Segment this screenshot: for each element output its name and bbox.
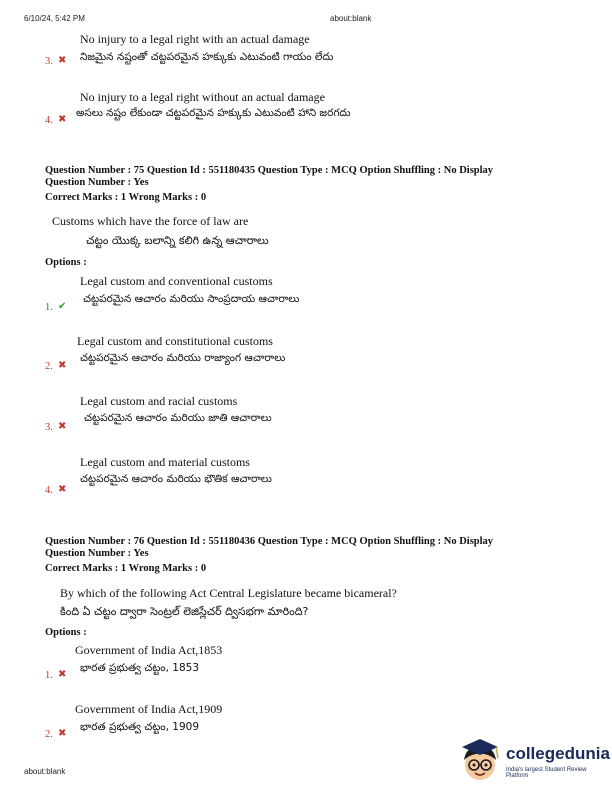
- question-display: Question Number : Yes: [45, 177, 149, 188]
- option-telugu-text: చట్టపరమైన ఆచారం మరియు జాతి ఆచారాలు: [84, 412, 272, 424]
- option-item: [0, 394, 612, 434]
- wrong-cross-icon: ✖: [58, 728, 67, 739]
- question-display: Question Number : Yes: [45, 548, 149, 559]
- wrong-cross-icon: ✖: [58, 114, 67, 125]
- wrong-cross-icon: ✖: [58, 421, 67, 432]
- options-label: Options :: [45, 257, 87, 268]
- question-marks: Correct Marks : 1 Wrong Marks : 0: [45, 563, 207, 574]
- option-item: [0, 643, 612, 683]
- option-item: [0, 88, 612, 128]
- option-telugu-text: అసలు నష్టం లేకుండా చట్టపరమైన హక్కుకు ఎటువంటి హాని జరగదు: [76, 107, 351, 119]
- option-telugu-text: నిజమైన నష్టంతో చట్టపరమైన హక్కుకు ఎటువంటి గాయం లేదు: [80, 51, 334, 63]
- option-number: 4.: [45, 485, 53, 496]
- option-english-text: Government of India Act,1909: [75, 702, 223, 716]
- question-meta: Question Number : 76 Question Id : 551180436 Question Type : MCQ Option Shuffling : No Display: [45, 536, 494, 547]
- option-english-text: Legal custom and constitutional customs: [77, 334, 273, 348]
- wrong-cross-icon: ✖: [58, 669, 67, 680]
- option-telugu-text: చట్టపరమైన ఆచారం మరియు రాజ్యాంగ ఆచారాలు: [80, 352, 286, 364]
- option-english-text: Legal custom and racial customs: [80, 394, 238, 408]
- mascot-icon: [458, 738, 504, 786]
- option-telugu-text: భారత ప్రభుత్వ చట్టం, 1909: [80, 721, 200, 733]
- option-number: 3.: [45, 422, 53, 433]
- option-telugu-text: భారత ప్రభుత్వ చట్టం, 1853: [80, 662, 200, 674]
- print-url: about:blank: [330, 14, 372, 23]
- option-item: [0, 455, 612, 495]
- correct-check-icon: ✔: [58, 301, 67, 312]
- option-item: [0, 274, 612, 314]
- footer-url: about:blank: [24, 767, 66, 776]
- option-telugu-text: చట్టపరమైన ఆచారం మరియు సాంప్రదాయ ఆచారాలు: [83, 293, 300, 305]
- option-number: 2.: [45, 361, 53, 372]
- option-number: 3.: [45, 56, 53, 67]
- question-meta: Question Number : 75 Question Id : 551180435 Question Type : MCQ Option Shuffling : No Display: [45, 165, 494, 176]
- option-item: [0, 334, 612, 374]
- option-english-text: Legal custom and conventional customs: [80, 274, 273, 288]
- option-english-text: Government of India Act,1853: [75, 643, 223, 657]
- option-number: 1.: [45, 302, 53, 313]
- option-item: [0, 30, 612, 70]
- question-text-telugu: కింది ఏ చట్టం ద్వారా సెంట్రల్ లెజిస్లేచర్ ద్విసభగా మారింది?: [60, 605, 309, 618]
- wrong-cross-icon: ✖: [58, 360, 67, 371]
- option-english-text: No injury to a legal right without an actual damage: [80, 90, 325, 104]
- wrong-cross-icon: ✖: [58, 484, 67, 495]
- option-item: [0, 702, 612, 742]
- options-label: Options :: [45, 627, 87, 638]
- option-telugu-text: చట్టపరమైన ఆచారం మరియు భౌతిక ఆచారాలు: [80, 473, 272, 485]
- question-text-english: Customs which have the force of law are: [52, 214, 249, 228]
- option-number: 2.: [45, 729, 53, 740]
- logo-tagline: India's largest Student Review Platform: [506, 767, 587, 779]
- option-number: 4.: [45, 115, 53, 126]
- collegedunia-logo: [458, 738, 608, 786]
- wrong-cross-icon: ✖: [58, 55, 67, 66]
- option-english-text: Legal custom and material customs: [80, 455, 250, 469]
- option-number: 1.: [45, 670, 53, 681]
- option-english-text: No injury to a legal right with an actual damage: [80, 32, 310, 46]
- question-text-english: By which of the following Act Central Legislature became bicameral?: [60, 586, 397, 600]
- question-marks: Correct Marks : 1 Wrong Marks : 0: [45, 192, 207, 203]
- logo-name: collegedunia: [506, 744, 610, 763]
- question-text-telugu: చట్టం యొక్క బలాన్ని కలిగి ఉన్న ఆచారాలు: [86, 234, 269, 247]
- print-timestamp: 6/10/24, 5:42 PM: [24, 14, 85, 23]
